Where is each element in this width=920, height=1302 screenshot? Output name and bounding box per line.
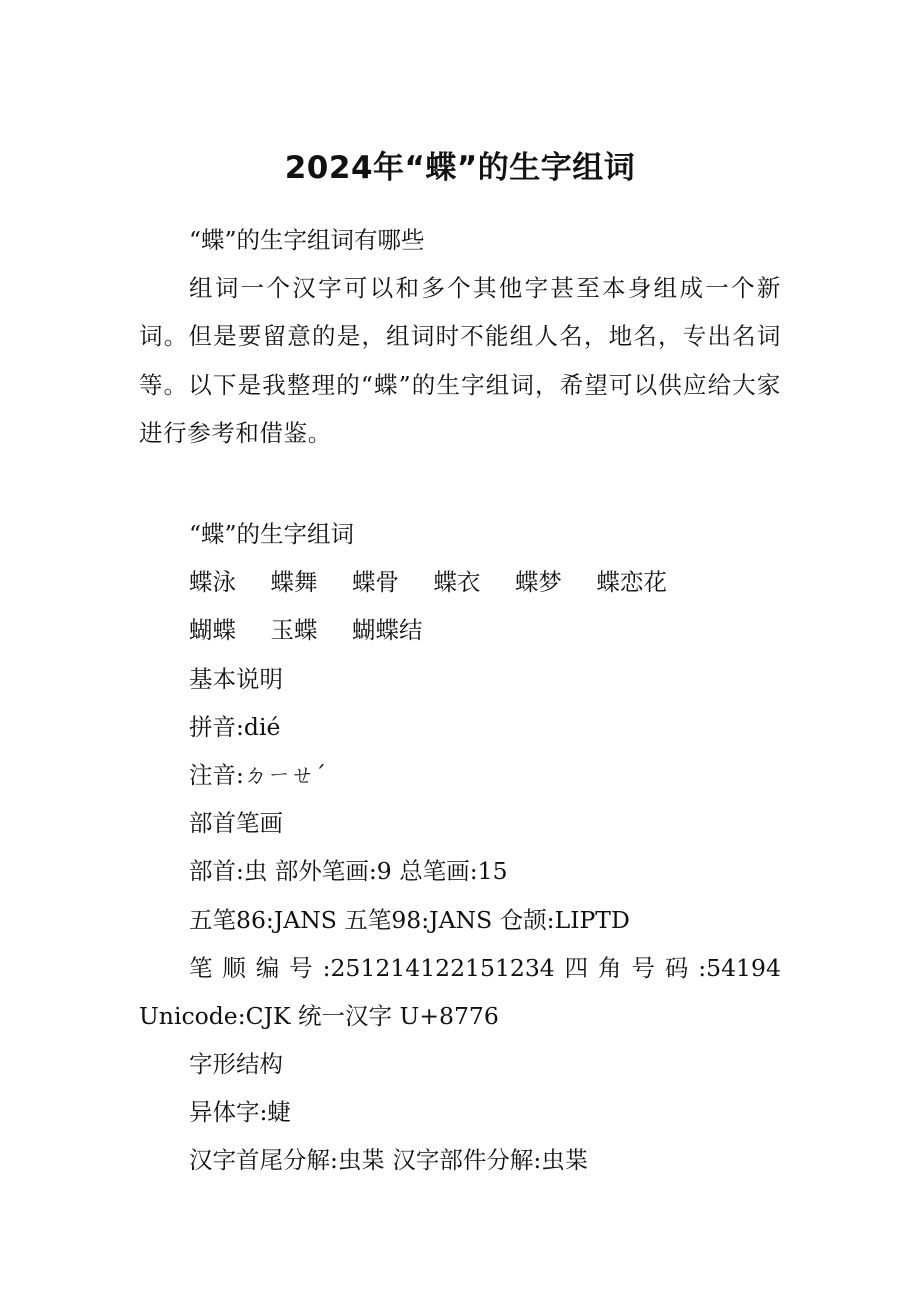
words-heading: “蝶”的生字组词 xyxy=(189,520,355,548)
word-item: 蝶泳 xyxy=(189,568,236,597)
radical-heading: 部首笔画 xyxy=(189,809,283,838)
word-item: 蝶骨 xyxy=(351,568,399,597)
words-section xyxy=(139,510,781,1185)
wubi-line: 五笔86:JANS 五笔98:JANS 仓颉:LIPTD xyxy=(189,905,630,934)
stroke-order-part: 顺 xyxy=(222,953,246,982)
word-item: 蝴蝶 xyxy=(189,616,236,645)
words-row-1 xyxy=(139,558,781,606)
word-item: 玉蝶 xyxy=(270,616,318,645)
stroke-order-part: 码 xyxy=(664,953,689,982)
intro-section xyxy=(139,216,781,457)
stroke-order-part: :54194 xyxy=(698,953,781,982)
page-title: 2024年“蝶”的生字组词 xyxy=(284,150,636,186)
variant-line: 异体字:蜨 xyxy=(189,1098,291,1127)
stroke-order-part: 号 xyxy=(631,953,655,982)
basic-heading: 基本说明 xyxy=(189,664,283,693)
word-item: 蝶舞 xyxy=(270,568,318,597)
stroke-order-part: :251214122151234 xyxy=(322,953,555,982)
unicode-line: Unicode:CJK 统一汉字 U+8776 xyxy=(139,1001,499,1030)
stroke-order-part: 四 xyxy=(564,953,589,982)
stroke-order-part: 角 xyxy=(598,953,622,982)
radical-line: 部首:虫 部外笔画:9 总笔画:15 xyxy=(189,857,508,886)
word-item: 蝶梦 xyxy=(514,568,562,597)
word-item: 蝶衣 xyxy=(433,568,481,597)
pinyin-line: 拼音:dié xyxy=(189,712,281,741)
word-item: 蝴蝶结 xyxy=(351,616,423,645)
stroke-order-part: 编 xyxy=(255,953,280,982)
stroke-order-part: 笔 xyxy=(189,953,213,982)
intro-paragraph: 组词一个汉字可以和多个其他字甚至本身组成一个新词。但是要留意的是，组词时不能组人名，地名，专出名词等。以下是我整理的“蝶”的生字组词，希望可以供应给大家进行参考和借鉴。 xyxy=(139,274,781,447)
stroke-order-part: 号 xyxy=(289,953,313,982)
stroke-order-line xyxy=(139,944,781,992)
word-item: 蝶恋花 xyxy=(596,568,667,597)
intro-heading: “蝶”的生字组词有哪些 xyxy=(189,226,425,254)
structure-heading: 字形结构 xyxy=(189,1050,283,1079)
decomposition-line: 汉字首尾分解:虫枼 汉字部件分解:虫枼 xyxy=(189,1146,589,1175)
words-row-2 xyxy=(139,606,781,654)
zhuyin-line: 注音:ㄉㄧㄝˊ xyxy=(189,760,327,789)
